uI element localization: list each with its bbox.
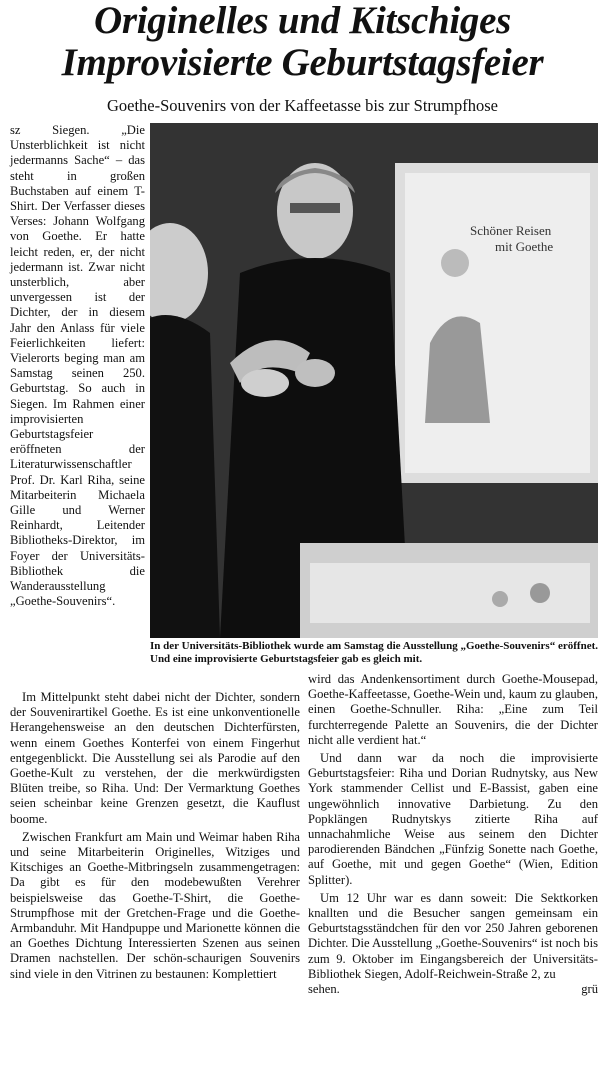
photo-caption: In der Universitäts-Bibliothek wurde am Samstag die Ausstellung „Goethe-Souvenirs“ eröffnet. Und eine improvisierte Geburtstagsfeier gab es gleich mit. [150, 640, 598, 665]
photo-illustration [150, 123, 598, 638]
article-photo [150, 123, 598, 638]
author-signature: grü [581, 982, 598, 997]
right-paragraph-2: Und dann war da noch die improvisierte Geburtstagsfeier: Riha und Dorian Rudnytsky, aus New York stammender Cellist und E-Bassist, gaben eine ungewöhnlich innovative Darbietung. Zu den Popklängen Rudnytskys zitierte Riha auf unnachahmliche Weise aus seinem den Dichter parodierenden Bändchen „Fünfzig Sonette nach Goethe, auf Goethe, mit und gegen Goethe“ (Wien, Edition Splitter). [308, 751, 598, 887]
column-1-text: sz Siegen. „Die Unsterblichkeit ist nicht jedermanns Sache“ – das steht in großen Buchstaben auf einem T-Shirt. Der Verfasser dieses Verses: Johann Wolfgang von Goethe. Er hatte leicht reden, er, der nicht jedermann ist. Zwar nicht unsterblich, aber unvergessen ist der Dichter, der in diesem Jahr den Anlass für viele Feierlichkeiten liefert: Vielerorts beging man am Samstag seinen 250. Geburtstag. So auch in Siegen. Im Rahmen einer improvisierten Geburtstagsfeier eröffneten der Literaturwissenschaftler Prof. Dr. Karl Riha, seine Mitarbeiterin Michaela Gille und Werner Reinhardt, Leitender Bibliotheks-Direktor, im Foyer der Universitäts-Bibliothek die Wanderausstellung „Goethe-Souvenirs“. [10, 123, 145, 609]
last-word: sehen. [308, 982, 340, 997]
photo-sign-line-1: Schöner Reisen [470, 223, 552, 238]
photo-sign-line-2: mit Goethe [495, 239, 554, 254]
headline-line-1: Originelles und Kitschiges [94, 0, 511, 42]
headline [0, 0, 605, 84]
article-column-lower-right [308, 672, 598, 997]
article-last-line [308, 982, 598, 997]
right-paragraph-3: Um 12 Uhr war es dann soweit: Die Sektkorken knallten und die Besucher sangen gemeinsam ein Geburtstagsständchen für den vor 250 Jahren geborenen Dichter. Die Ausstellung „Goethe-Souvenirs“ ist noch bis zum 9. Oktober im Eingangsbereich der Universitäts-Bibliothek Siegen, Adolf-Reichwein-Straße 2, zu [308, 890, 598, 981]
left-paragraph-2: Zwischen Frankfurt am Main und Weimar haben Riha und seine Mitarbeiterin Originelles, Witziges und Kitschiges an Goethe-Mitbringseln zusammengetragen: Da gibt es für den modebewußten Verehrer beispielsweise das Goethe-T-Shirt, die Goethe-Strumpfhose mit der Gretchen-Frage und die Goethe-Armbanduhr. Mit Handpuppe und Marionette können die an Goethes Dichtung Interessierten Szenen aus seinen Dramen nachstellen. Der schön-schaurigen Souvenirs sind viele in den Vitrinen zu bestaunen: Komplettiert [10, 829, 300, 981]
subheadline: Goethe-Souvenirs von der Kaffeetasse bis zur Strumpfhose [106, 96, 498, 115]
headline-line-2: Improvisierte Geburtstagsfeier [61, 41, 544, 84]
article-column-lower-left [10, 690, 300, 982]
left-paragraph-1: Im Mittelpunkt steht dabei nicht der Dichter, sondern der Souvenirartikel Goethe. Es ist eine unkonventionelle Herangehensweise an den deutschen Dichterfürsten, wenn einem Goethes Konterfei von einem Fingerhut entgegenblickt. Die Ausstellung sei als Parodie auf den Goethe-Kult zu verstehen, der die merkwürdigsten Blüten treibe, so Riha. Und: Der Vermarktung Goethes seien scheinbar keine Grenzen gesetzt, die Kauflust boome. [10, 690, 300, 826]
right-paragraph-1: wird das Andenkensortiment durch Goethe-Mousepad, Goethe-Kaffeetasse, Goethe-Wein und, kaum zu glauben, einen Goethe-Schnuller. Riha: „Eine zum Teil furchterregende Palette an Souvenirs, die der Dichter nicht alle verdient hat.“ [308, 672, 598, 747]
article-column-1 [10, 123, 145, 610]
